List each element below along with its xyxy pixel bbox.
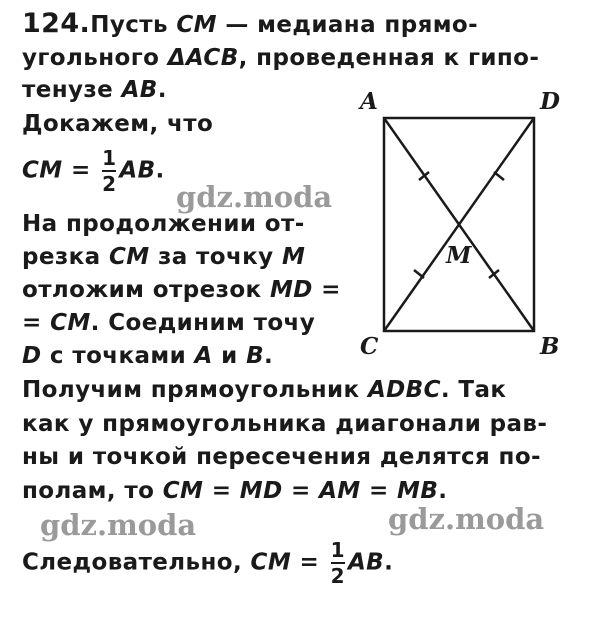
fraction-half — [102, 148, 116, 194]
math-d: D — [22, 343, 42, 369]
point-label-m: M — [446, 242, 472, 269]
math-md: MD — [269, 277, 313, 303]
math-ab: AB — [347, 549, 385, 576]
point-label-d: D — [540, 88, 560, 115]
tick-mark-dm — [494, 172, 504, 180]
text: . Так — [440, 377, 507, 403]
text: Докажем, что — [22, 111, 214, 137]
problem-line-11 — [22, 376, 506, 404]
math-cm: CM — [108, 244, 150, 270]
fraction-half — [331, 540, 345, 586]
fraction-numerator: 1 — [102, 146, 117, 170]
math-equals: = — [62, 157, 100, 184]
text: отложим отрезок — [22, 277, 270, 303]
watermark: gdz.moda — [388, 502, 545, 536]
problem-line-12 — [22, 410, 547, 438]
fraction-numerator: 1 — [330, 538, 345, 562]
text: . — [438, 478, 448, 504]
text: , проведенная к гипо- — [238, 45, 540, 71]
problem-line-13 — [22, 443, 541, 471]
math-equals: = — [291, 549, 328, 576]
watermark: gdz.moda — [40, 508, 197, 542]
problem-line-14 — [22, 477, 447, 505]
math-adbc: ADBC — [367, 377, 441, 403]
text: ны и точкой пересечения делятся по- — [22, 444, 542, 470]
problem-line-4 — [22, 110, 213, 138]
math-b: B — [246, 343, 265, 369]
text: как у прямоугольника диагонали рав- — [22, 411, 548, 437]
text: угольного — [22, 45, 168, 71]
tick-mark-mc — [414, 270, 424, 278]
math-m: M — [281, 244, 306, 270]
point-label-b: B — [540, 333, 560, 360]
equation-1 — [22, 148, 165, 194]
text: Пусть — [90, 12, 177, 38]
math-equality-chain: CM = MD = AM = MB — [162, 478, 439, 504]
conclusion-line — [22, 540, 393, 586]
math-cm: CM — [22, 157, 63, 184]
text: тенузе — [22, 77, 122, 103]
rectangle-figure — [356, 88, 586, 363]
text: . Соединим точу — [90, 310, 316, 336]
text: На продолжении от- — [22, 211, 305, 237]
text: . — [384, 549, 394, 576]
text: и — [212, 343, 247, 369]
text: — медиана прямо- — [216, 12, 479, 38]
math-cm: CM — [50, 310, 91, 336]
fraction-denominator: 2 — [330, 564, 345, 588]
problem-line-10 — [22, 342, 273, 370]
math-triangle: ΔACB — [167, 45, 239, 71]
math-ab: AB — [119, 157, 156, 184]
fraction-denominator: 2 — [102, 172, 117, 196]
text: Следовательно, — [22, 549, 251, 576]
problem-line-3 — [22, 76, 167, 104]
math-a: A — [194, 343, 213, 369]
text: . — [264, 343, 274, 369]
text: полам, то — [22, 478, 163, 504]
text: резка — [22, 244, 109, 270]
problem-line-9 — [22, 309, 315, 337]
problem-line-1 — [22, 10, 478, 39]
text: . — [155, 157, 165, 184]
math-cm: CM — [176, 12, 217, 38]
problem-line-2 — [22, 44, 539, 72]
point-label-a: A — [360, 88, 378, 115]
problem-line-7 — [22, 243, 305, 271]
problem-line-6 — [22, 210, 305, 238]
problem-number: 124. — [22, 8, 91, 39]
text: за точку — [149, 244, 282, 270]
problem-line-8 — [22, 276, 341, 304]
point-label-c: C — [360, 333, 379, 360]
text: Получим прямоугольник — [22, 377, 368, 403]
text: = — [22, 310, 51, 336]
text: = — [312, 277, 341, 303]
math-ab: AB — [121, 77, 158, 103]
text: . — [157, 77, 167, 103]
math-cm: CM — [250, 549, 292, 576]
watermark: gdz.moda — [176, 180, 333, 214]
figure-svg — [356, 88, 586, 363]
text: с точками — [41, 343, 195, 369]
